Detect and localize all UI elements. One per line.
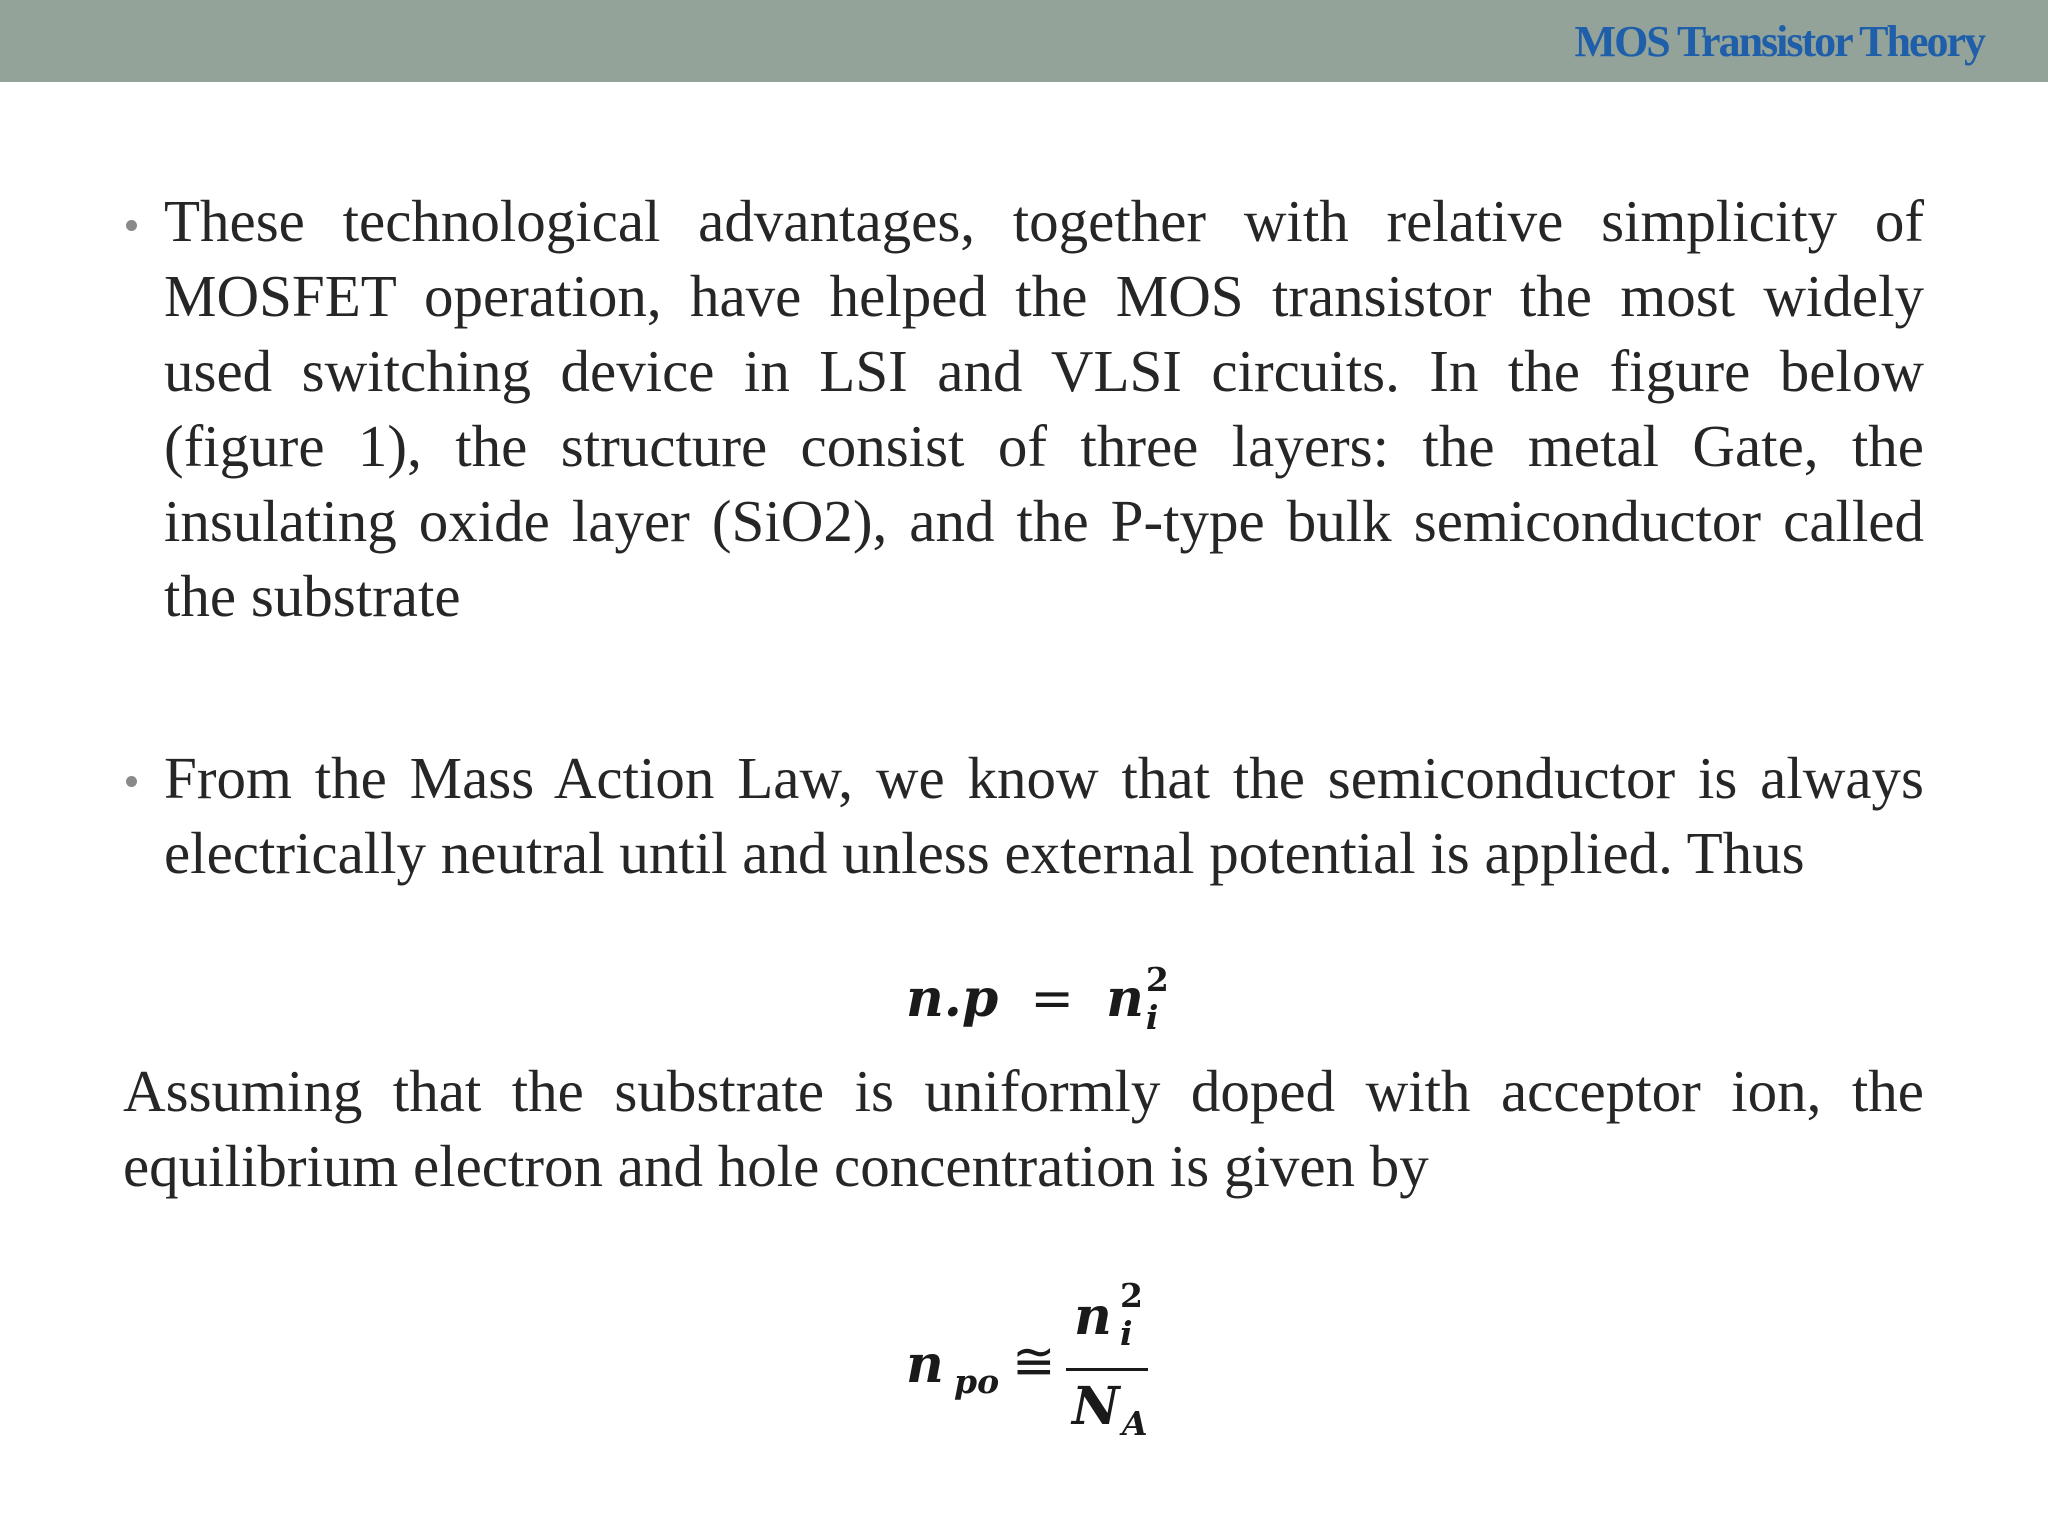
bullet-paragraph-2: From the Mass Action Law, we know that the semiconductor is always electrically neutral until and unless external potential is applied. Thus	[164, 745, 1924, 886]
bullet-paragraph-1: These technological advantages, together with relative simplicity of MOSFET operation, have helped the MOS transistor the most widely used switching device in LSI and VLSI circuits. In the figure below (figure 1), the structure consist of three layers: the metal Gate, the insulating oxide layer (SiO2), and the P-type bulk semiconductor called the substrate	[164, 188, 1924, 629]
equation-npo-lhs: n	[906, 1334, 944, 1395]
slide-header-title: MOS Transistor Theory	[1574, 17, 1984, 66]
equation-npo-fraction-bar	[1066, 1368, 1148, 1371]
equation-npo-denominator: N	[1072, 1376, 1120, 1437]
bullet-dot-icon	[126, 776, 137, 787]
bullet-dot-icon	[126, 220, 137, 231]
equation-npo-relation: ≅	[1012, 1332, 1056, 1392]
equation-equals: =	[1030, 969, 1074, 1029]
equation-npo-numerator-sub: i	[1120, 1314, 1133, 1353]
equation-mass-action	[906, 960, 1174, 1037]
equation-npo-numerator: n	[1074, 1286, 1112, 1347]
equation-lhs: n.p	[906, 968, 999, 1029]
equation-rhs-base: n	[1106, 968, 1144, 1029]
paragraph-3: Assuming that the substrate is uniformly doped with acceptor ion, the equilibrium electron and hole concentration is given by	[123, 1058, 1924, 1199]
equation-npo-numerator-sup: 2	[1120, 1276, 1143, 1315]
equation-rhs-sup: 2	[1145, 960, 1169, 999]
equation-npo-lhs-sub: po	[954, 1362, 1000, 1401]
equation-npo-denominator-sub: A	[1122, 1404, 1148, 1443]
equation-rhs-sub: i	[1145, 998, 1159, 1037]
